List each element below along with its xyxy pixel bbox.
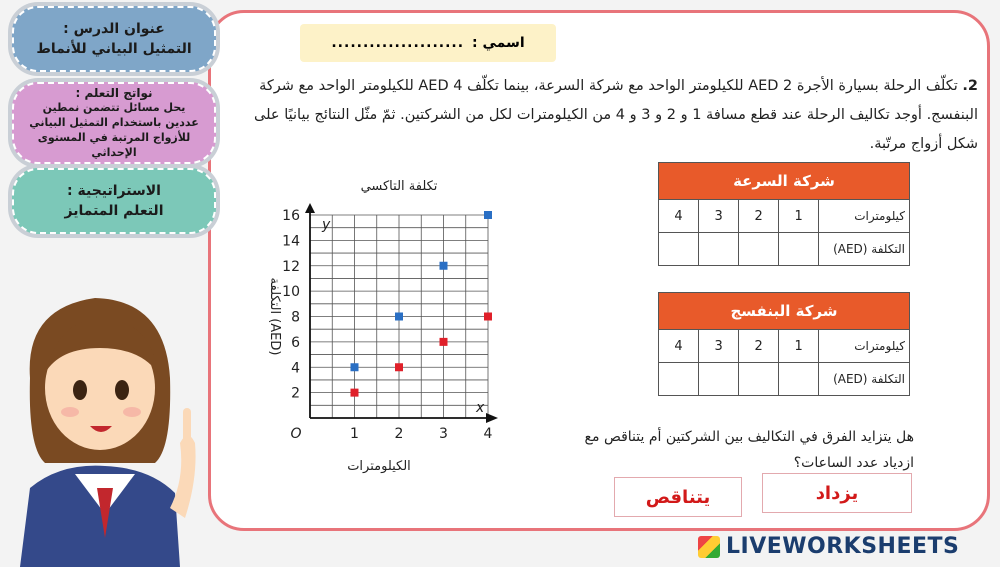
chart-svg <box>255 170 515 475</box>
km-cell: 2 <box>739 200 779 233</box>
y-tick-label: 12 <box>282 258 300 275</box>
data-point-red <box>351 389 359 397</box>
outcomes-bubble <box>12 82 216 164</box>
y-tick-label: 14 <box>282 233 300 250</box>
outcomes-label: نواتج التعلم : <box>75 86 153 100</box>
data-point-blue <box>440 262 448 270</box>
data-point-blue <box>395 313 403 321</box>
x-tick-label: 1 <box>350 426 359 442</box>
y-tick-label: 6 <box>291 334 300 351</box>
table-title: شركة البنفسج <box>659 293 910 330</box>
chart-title: تكلفة التاكسي <box>360 179 438 194</box>
brand-name: LIVEWORKSHEETS <box>726 534 960 559</box>
km-cell: 4 <box>659 330 699 363</box>
cost-label: التكلفة (AED) <box>819 363 910 396</box>
followup-question: هل يتزايد الفرق في التكاليف بين الشركتين أم يتناقص مع ازدياد عدد الساعات؟ <box>584 429 914 471</box>
y-tick-label: 8 <box>291 309 300 326</box>
table-title: شركة السرعة <box>659 163 910 200</box>
strategy-text: التعلم المتمايز <box>64 203 164 219</box>
km-label: كيلومترات <box>819 330 910 363</box>
cost-input-cell[interactable] <box>739 363 779 396</box>
y-tick-label: 10 <box>282 284 300 301</box>
km-cell: 1 <box>779 330 819 363</box>
lesson-title-label: عنوان الدرس : <box>63 21 165 37</box>
x-axis-label: الكيلومترات <box>347 459 411 474</box>
data-point-red <box>395 363 403 371</box>
km-cell: 4 <box>659 200 699 233</box>
cost-input-cell[interactable] <box>739 233 779 266</box>
lesson-title: التمثيل البياني للأنماط <box>36 41 192 57</box>
strategy-bubble <box>12 168 216 234</box>
x-axis-arrow-icon <box>486 413 498 423</box>
y-tick-label: 4 <box>291 360 300 377</box>
brand-logo-icon <box>698 536 720 558</box>
answer-decrease-button[interactable]: يتناقص <box>614 477 742 517</box>
cost-input-cell[interactable] <box>779 233 819 266</box>
data-point-blue <box>484 211 492 219</box>
y-axis-label: التكلفة (AED) <box>267 277 282 356</box>
strategy-label: الاستراتيجية : <box>67 183 161 199</box>
km-label: كيلومترات <box>819 200 910 233</box>
taxi-cost-chart <box>255 170 515 475</box>
girl-illustration <box>0 278 215 567</box>
data-point-red <box>484 313 492 321</box>
cost-input-cell[interactable] <box>779 363 819 396</box>
cost-input-cell[interactable] <box>699 363 739 396</box>
data-point-red <box>440 338 448 346</box>
x-axis-letter: x <box>476 400 485 416</box>
y-tick-label: 2 <box>291 385 300 402</box>
x-tick-label: 2 <box>394 426 404 442</box>
question-body: تكلّف الرحلة بسيارة الأجرة AED 2 للكيلومتر الواحد مع شركة السرعة، بينما تكلّف AED 4 للكيلومتر الواحد مع شركة البنفسج. أوجد تكاليف الرحلة عند قطع مسافة 1 و 2 و 3 و 4 من الكيلومترات لكل من الشركتين. ثمّ مثّل النتائج بيانيًا على شكل أزواج مرتّبة. <box>254 78 978 152</box>
lesson-title-bubble <box>12 6 216 72</box>
km-cell: 3 <box>699 200 739 233</box>
origin-label: O <box>290 426 302 442</box>
liveworksheets-logo <box>698 534 959 559</box>
cost-input-cell[interactable] <box>659 363 699 396</box>
cost-label: التكلفة (AED) <box>819 233 910 266</box>
y-axis-arrow-icon <box>305 203 315 213</box>
name-dots: ..................... <box>331 35 465 51</box>
x-tick-label: 3 <box>439 426 448 442</box>
question-number: 2. <box>962 78 978 94</box>
y-tick-label: 16 <box>282 208 300 224</box>
x-tick-label: 4 <box>483 426 493 442</box>
km-cell: 2 <box>739 330 779 363</box>
y-axis-letter: y <box>322 217 331 233</box>
name-label: اسمي : <box>472 35 525 51</box>
km-cell: 1 <box>779 200 819 233</box>
answer-increase-button[interactable]: يزداد <box>762 473 912 513</box>
cost-input-cell[interactable] <box>659 233 699 266</box>
question-text <box>248 72 978 159</box>
outcomes-text: يحل مسائل تتضمن نمطين عددين باستخدام التمثيل البياني للأزواج المرتبة في المستوى الإحداثي <box>29 101 199 159</box>
violet-company-table <box>658 292 910 396</box>
data-point-blue <box>351 363 359 371</box>
km-cell: 3 <box>699 330 739 363</box>
cost-input-cell[interactable] <box>699 233 739 266</box>
name-box[interactable] <box>300 24 556 62</box>
speed-company-table <box>658 162 910 266</box>
